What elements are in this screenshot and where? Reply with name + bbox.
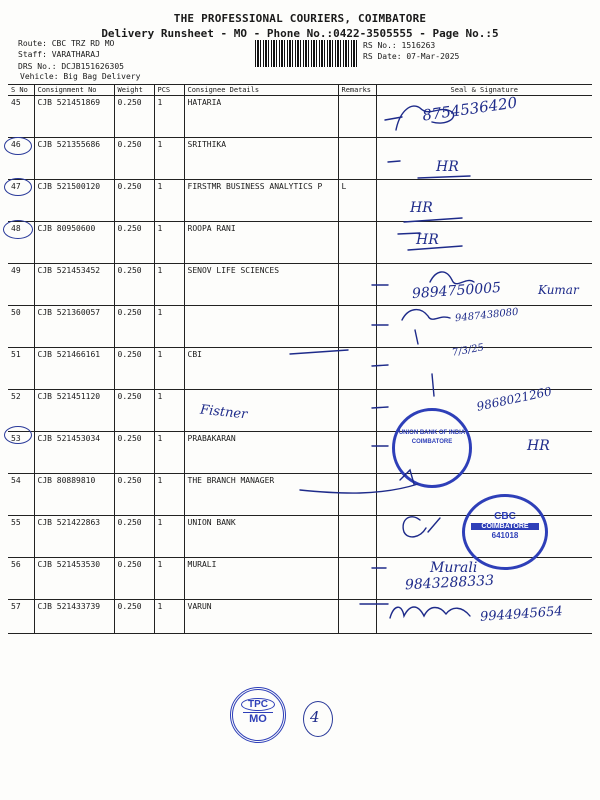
col-consignment: Consignment No xyxy=(34,85,114,96)
stroke-row48-dash xyxy=(398,233,420,234)
row-pcs: 1 xyxy=(154,348,184,390)
row-pcs: 1 xyxy=(154,432,184,474)
row-pcs: 1 xyxy=(154,600,184,634)
col-consignee: Consignee Details xyxy=(184,85,338,96)
row-consignment: CJB 521422863 xyxy=(34,516,114,558)
row-pcs: 1 xyxy=(154,474,184,516)
stroke-row54-arrow xyxy=(400,470,414,484)
row-weight: 0.250 xyxy=(114,222,154,264)
row-weight: 0.250 xyxy=(114,474,154,516)
row-sno: 57 xyxy=(8,600,34,634)
stroke-row55-tick xyxy=(428,518,440,532)
row-pcs: 1 xyxy=(154,222,184,264)
stroke-row46-dash xyxy=(388,161,400,162)
cbc-stamp-top: CBC xyxy=(494,511,516,522)
stroke-row49-sign xyxy=(430,272,474,284)
row-consignee: ROOPA RANI xyxy=(184,222,338,264)
row-consignment: CJB 521500120 xyxy=(34,180,114,222)
col-remarks: Remarks xyxy=(338,85,376,96)
row-pcs: 1 xyxy=(154,264,184,306)
stroke-row50-sign xyxy=(402,310,450,320)
handwriting-row49-name: Kumar xyxy=(538,283,579,297)
row-sno: 45 xyxy=(8,96,34,138)
stroke-row55-sign xyxy=(403,517,426,537)
row-consignee: CBI xyxy=(184,348,338,390)
handwriting-row46: HR xyxy=(436,159,459,175)
col-pcs: PCS xyxy=(154,85,184,96)
staff-info: Staff: VARATHARAJ xyxy=(18,50,100,59)
row-sno: 48 xyxy=(8,222,34,264)
handwriting-row47: HR xyxy=(410,200,433,216)
row-consignee: MURALI xyxy=(184,558,338,600)
row-weight: 0.250 xyxy=(114,516,154,558)
stroke-row51-dash xyxy=(372,365,388,366)
cbc-stamp-city: COIMBATORE xyxy=(471,523,539,530)
tpc-stamp-bottom: MO xyxy=(243,712,273,725)
stroke-row46-underline xyxy=(418,176,470,178)
row-consignment: CJB 80950600 xyxy=(34,222,114,264)
stroke-row47-underline xyxy=(404,218,462,222)
row-sno: 51 xyxy=(8,348,34,390)
vehicle-info: Vehicle: Big Bag Delivery xyxy=(20,72,141,81)
row-weight: 0.250 xyxy=(114,390,154,432)
row-weight: 0.250 xyxy=(114,558,154,600)
handwriting-row45: 8754536420 xyxy=(421,93,519,125)
stroke-row45-sign xyxy=(396,106,454,130)
row-sno: 50 xyxy=(8,306,34,348)
row-pcs: 1 xyxy=(154,180,184,222)
row-sno: 56 xyxy=(8,558,34,600)
row-consignee: UNION BANK xyxy=(184,516,338,558)
row-consignment: CJB 521451120 xyxy=(34,390,114,432)
row-consignee: FIRSTMR BUSINESS ANALYTICS P xyxy=(184,180,338,222)
stroke-row51-line xyxy=(290,350,348,354)
row-pcs: 1 xyxy=(154,516,184,558)
runsheet-subtitle: Delivery Runsheet - MO - Phone No.:0422-3505555 - Page No.:5 xyxy=(101,27,499,40)
stroke-row52-dash xyxy=(372,407,388,408)
row-consignment: CJB 521433739 xyxy=(34,600,114,634)
page-mark: 4 xyxy=(310,708,320,726)
handwriting-row50: 9487438080 xyxy=(454,306,520,325)
row-consignment: CJB 521355686 xyxy=(34,138,114,180)
row-sno: 47 xyxy=(8,180,34,222)
stroke-row48-underline xyxy=(408,246,462,250)
union-bank-stamp-name: UNION BANK OF INDIA xyxy=(398,430,466,436)
row-pcs: 1 xyxy=(154,558,184,600)
row-consignee: PRABAKARAN xyxy=(184,432,338,474)
handwriting-row51: 7/3/25 xyxy=(451,342,485,359)
row-consignment: CJB 521453452 xyxy=(34,264,114,306)
row-remarks: L xyxy=(338,180,376,222)
row-sno: 52 xyxy=(8,390,34,432)
row-pcs: 1 xyxy=(154,96,184,138)
handwriting-row57: 9944945654 xyxy=(479,604,564,625)
row-consignee: SENOV LIFE SCIENCES xyxy=(184,264,338,306)
row-consignment: CJB 521453530 xyxy=(34,558,114,600)
row-sno: 49 xyxy=(8,264,34,306)
stroke-row54-line xyxy=(300,484,418,493)
row-weight: 0.250 xyxy=(114,348,154,390)
row-weight: 0.250 xyxy=(114,600,154,634)
col-sno: S No xyxy=(8,85,34,96)
row-consignment: CJB 521451869 xyxy=(34,96,114,138)
row-weight: 0.250 xyxy=(114,138,154,180)
row-consignment: CJB 521453034 xyxy=(34,432,114,474)
drs-number: DRS No.: DCJB151626305 xyxy=(18,62,124,71)
stroke-row57-sign xyxy=(390,607,470,618)
handwriting-row56-name: Murali xyxy=(430,560,478,576)
handwriting-row52-sign: 9868021260 xyxy=(475,384,553,414)
row-pcs: 1 xyxy=(154,138,184,180)
handwriting-row52-consignee: Fistner xyxy=(199,402,249,423)
row-weight: 0.250 xyxy=(114,306,154,348)
row-sno: 55 xyxy=(8,516,34,558)
col-seal-signature: Seal & Signature xyxy=(376,85,592,96)
row-consignee: SRITHIKA xyxy=(184,138,338,180)
row-consignee: HATARIA xyxy=(184,96,338,138)
handwriting-row48: HR xyxy=(416,232,439,248)
rs-date: RS Date: 07-Mar-2025 xyxy=(363,52,460,61)
row-pcs: 1 xyxy=(154,390,184,432)
row-sno: 54 xyxy=(8,474,34,516)
row-weight: 0.250 xyxy=(114,432,154,474)
row-consignee: VARUN xyxy=(184,600,338,634)
stroke-row51-tick xyxy=(432,374,434,396)
row-pcs: 1 xyxy=(154,306,184,348)
row-sno: 53 xyxy=(8,432,34,474)
col-weight: Weight xyxy=(114,85,154,96)
row-consignment: CJB 80889810 xyxy=(34,474,114,516)
stroke-row50-tick xyxy=(415,330,418,344)
row-weight: 0.250 xyxy=(114,180,154,222)
tpc-stamp-top: TPC xyxy=(241,698,275,711)
company-title: THE PROFESSIONAL COURIERS, COIMBATORE xyxy=(173,12,427,25)
rs-number: RS No.: 1516263 xyxy=(363,41,436,50)
row-consignment: CJB 521360057 xyxy=(34,306,114,348)
row-weight: 0.250 xyxy=(114,96,154,138)
union-bank-stamp-branch: COIMBATORE xyxy=(411,439,453,445)
row-consignment: CJB 521466161 xyxy=(34,348,114,390)
handwriting-row49-phone: 9894750005 xyxy=(411,279,502,303)
cbc-stamp-pin: 641018 xyxy=(491,531,519,540)
row-consignee: THE BRANCH MANAGER xyxy=(184,474,338,516)
route-info: Route: CBC TRZ RD MO xyxy=(18,39,115,48)
row-sno: 46 xyxy=(8,138,34,180)
handwriting-row53: HR xyxy=(527,438,550,454)
row-weight: 0.250 xyxy=(114,264,154,306)
handwriting-row56-phone: 9843288333 xyxy=(404,572,495,594)
